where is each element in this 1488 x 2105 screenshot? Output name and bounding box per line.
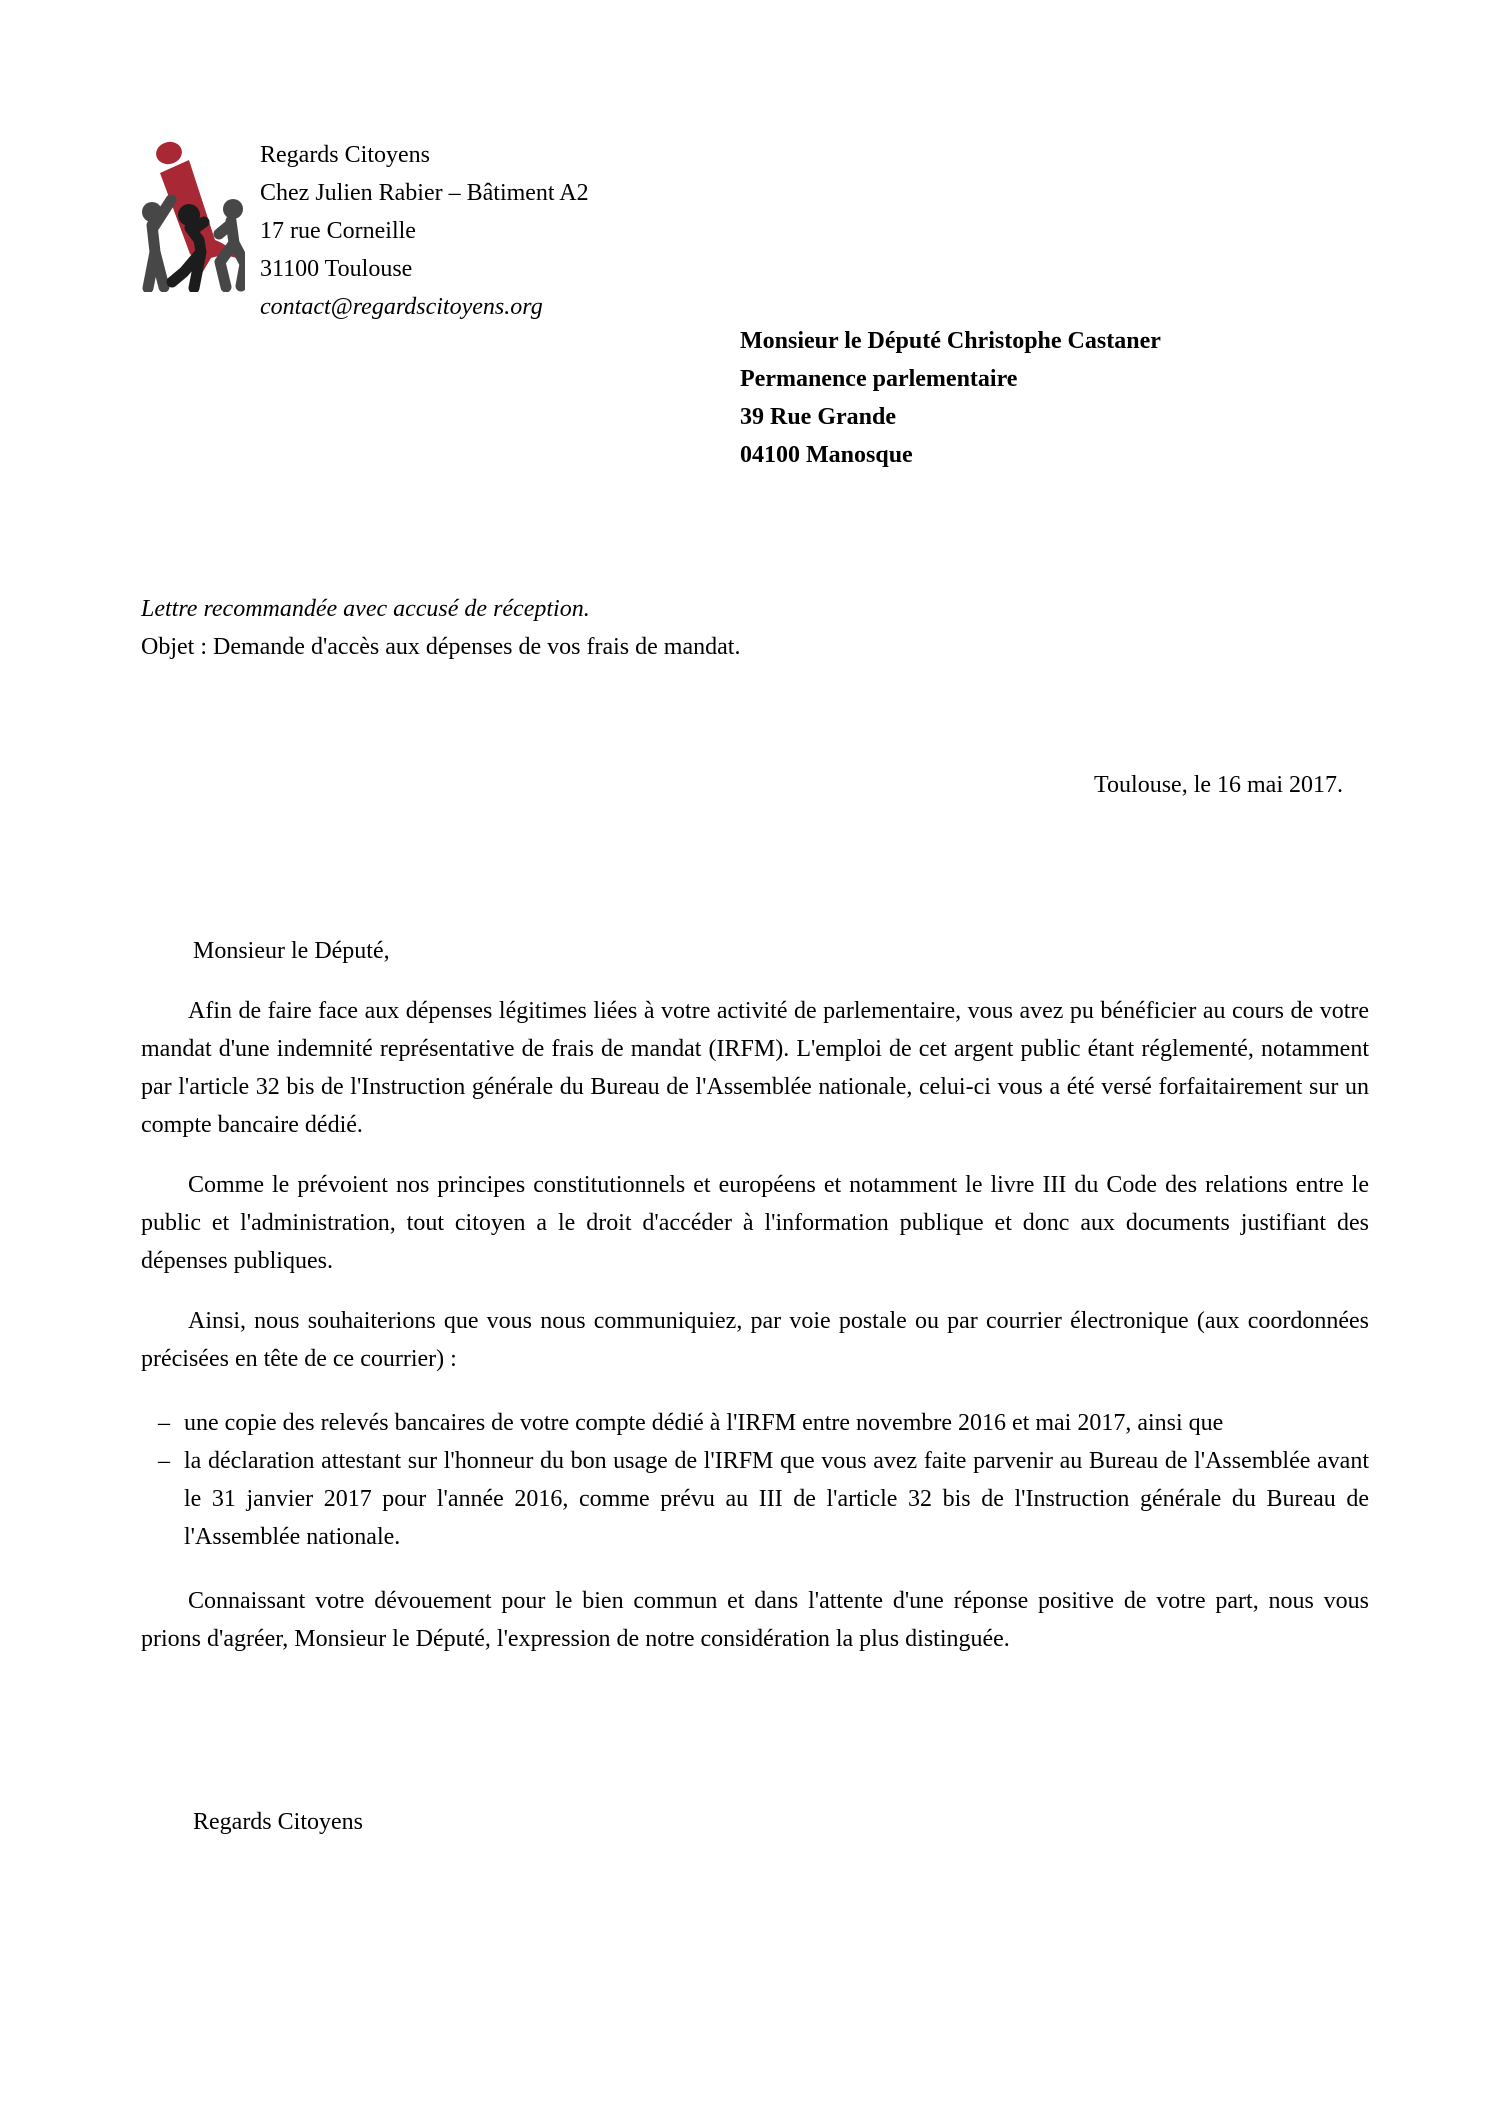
list-item — [141, 1404, 1369, 1442]
sender-name: Regards Citoyens — [260, 142, 430, 168]
logo-figure-middle-body — [172, 222, 204, 288]
sender-header — [141, 136, 1369, 326]
dateline: Toulouse, le 16 mai 2017. — [1094, 772, 1343, 798]
list-item-text: une copie des relevés bancaires de votre compte dédié à l'IRFM entre novembre 2016 et mai 2017, ainsi que — [184, 1410, 1224, 1436]
sender-address-line: 31100 Toulouse — [260, 256, 413, 282]
recipient-address-block — [740, 322, 1369, 474]
dash-marker: – — [158, 1448, 170, 1474]
paragraph-irfm-intro: Afin de faire face aux dépenses légitimes liées à votre activité de parlementaire, vous avez pu bénéficier au cours de votre mandat d'une indemnité représentative de frais de mandat (IRFM). L'emploi de cet argent public étant réglementé, notamment par l'article 32 bis de l'Instruction générale du Bureau de l'Assemblée nationale, celui-ci vous a été versé forfaitairement sur un compte bancaire dédié. — [141, 998, 1369, 1138]
sender-address-line: Chez Julien Rabier – Bâtiment A2 — [260, 180, 589, 206]
signature: Regards Citoyens — [193, 1809, 363, 1835]
list-item — [141, 1442, 1369, 1556]
logo-figure-right-body — [219, 221, 245, 287]
paragraph-demande: Ainsi, nous souhaiterions que vous nous communiquiez, par voie postale ou par courrier électronique (aux coordonnées précisées en tête de ce courrier) : — [141, 1308, 1369, 1372]
logo-i-dot — [154, 140, 185, 167]
closing-paragraph: Connaissant votre dévouement pour le bien commun et dans l'attente d'une réponse positive de votre part, nous vous prions d'agréer, Monsieur le Député, l'expression de notre considération la plus distinguée. — [141, 1588, 1369, 1652]
list-item-text: la déclaration attestant sur l'honneur du bon usage de l'IRFM que vous avez faite parvenir au Bureau de l'Assemblée avant le 31 janvier 2017 pour l'année 2016, comme prévu au III de l'article 32 bis de l'Instruction générale du Bureau de l'Assemblée nationale. — [184, 1448, 1369, 1550]
recipient-address-line: 04100 Manosque — [740, 442, 913, 468]
regards-citoyens-logo — [141, 140, 245, 292]
letter-meta — [141, 590, 1369, 666]
salutation: Monsieur le Député, — [193, 938, 390, 964]
subject-line: Objet : Demande d'accès aux dépenses de vos frais de mandat. — [141, 634, 741, 660]
dash-marker: – — [158, 1410, 170, 1436]
recipient-address-line: Permanence parlementaire — [740, 366, 1018, 392]
paragraph-droit-acces: Comme le prévoient nos principes constitutionnels et européens et notamment le livre III du Code des relations entre le public et l'administration, tout citoyen a le droit d'accéder à l'information publique et donc aux documents justifiant des dépenses publiques. — [141, 1172, 1369, 1274]
sender-address-block — [260, 136, 589, 326]
recipient-address-line: 39 Rue Grande — [740, 404, 896, 430]
sender-address-line: 17 rue Corneille — [260, 218, 416, 244]
recipient-name: Monsieur le Député Christophe Castaner — [740, 328, 1161, 354]
registered-mail-line: Lettre recommandée avec accusé de réception. — [141, 596, 590, 622]
sender-email: contact@regardscitoyens.org — [260, 294, 543, 320]
request-list — [141, 1404, 1369, 1556]
